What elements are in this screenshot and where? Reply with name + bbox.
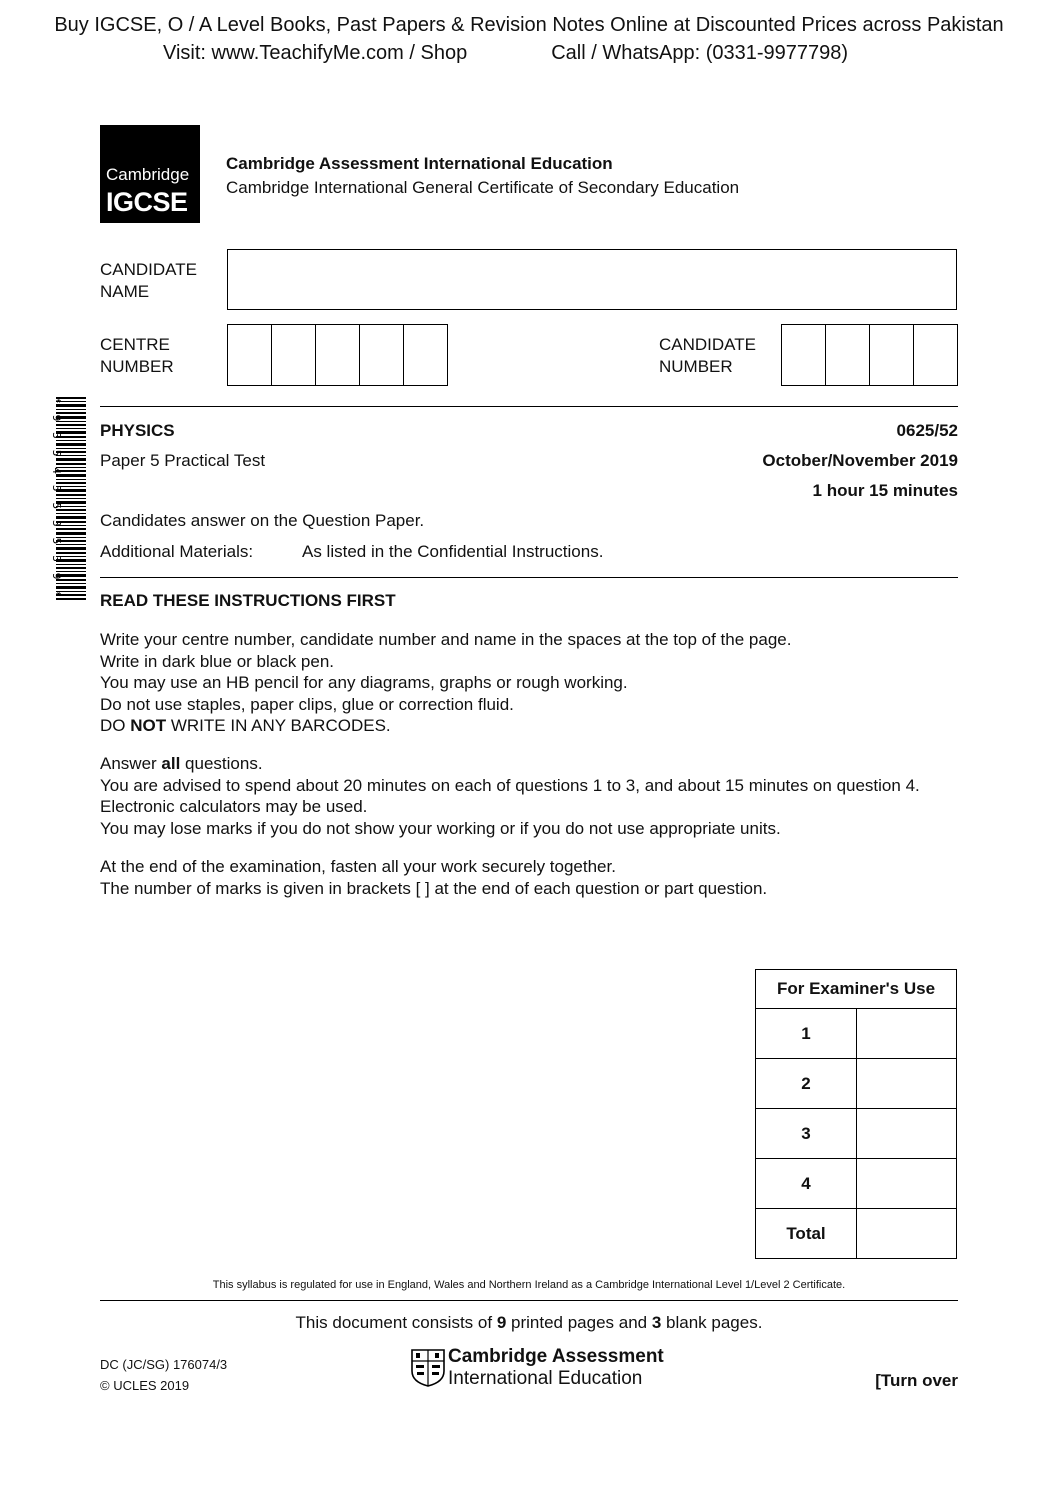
instruction-text: DO (100, 716, 131, 735)
instruction-text: Answer (100, 754, 162, 773)
instruction-line: Write in dark blue or black pen. (100, 651, 335, 671)
instructions-block-2 (100, 753, 920, 839)
candidate-number-label-line2: NUMBER (659, 357, 733, 376)
instructions-block-1 (100, 629, 791, 737)
table-row (756, 1109, 957, 1159)
instruction-line (100, 753, 920, 775)
exam-session: October/November 2019 (762, 451, 958, 470)
question-number: 3 (756, 1109, 857, 1159)
divider (100, 577, 958, 578)
cambridge-logo-line2: International Education (448, 1368, 643, 1389)
table-row (756, 1059, 957, 1109)
candidate-number-label (659, 334, 756, 378)
centre-number-label-line2: NUMBER (100, 357, 174, 376)
instruction-line: At the end of the examination, fasten all your work securely together. (100, 857, 616, 876)
answer-instruction: Candidates answer on the Question Paper. (100, 511, 425, 530)
candidate-name-label (100, 259, 197, 303)
page-count-text: printed pages and (506, 1313, 652, 1332)
copyright: © UCLES 2019 (100, 1378, 190, 1393)
instruction-line: Do not use staples, paper clips, glue or correction fluid. (100, 694, 514, 714)
total-cell[interactable] (857, 1209, 957, 1259)
barcode-number: *9354553539* (50, 397, 63, 597)
instruction-line: You may use an HB pencil for any diagrams, graphs or rough working. (100, 673, 628, 692)
question-number: 4 (756, 1159, 857, 1209)
centre-number-field[interactable] (227, 324, 448, 386)
mark-cell[interactable] (857, 1109, 957, 1159)
syllabus-note: This syllabus is regulated for use in England, Wales and Northern Ireland as a Cambridge International Level 1/Level 2 Certificate. (212, 1279, 846, 1291)
certificate-title: Cambridge International General Certificate of Secondary Education (226, 178, 740, 197)
promo-banner-line2 (163, 42, 848, 65)
subject: PHYSICS (100, 421, 175, 440)
instruction-line: You are advised to spend about 20 minutes on each of questions 1 to 3, and about 15 minutes on question 4. (100, 775, 920, 795)
cambridge-igcse-logo (100, 125, 200, 223)
promo-visit-text: Visit: www.TeachifyMe.com / Shop (163, 42, 468, 64)
centre-number-cell[interactable] (360, 325, 404, 385)
org-title: Cambridge Assessment International Education (226, 154, 613, 173)
instructions-heading: READ THESE INSTRUCTIONS FIRST (100, 591, 396, 610)
page-count (0, 1313, 1058, 1333)
candidate-number-cell[interactable] (870, 325, 914, 385)
candidate-name-field[interactable] (227, 249, 957, 310)
page-count-text: blank pages. (661, 1313, 763, 1332)
logo-line2: IGCSE (106, 187, 188, 217)
cambridge-logo-line1: Cambridge Assessment (448, 1346, 664, 1367)
centre-number-label-line1: CENTRE (100, 335, 170, 354)
materials-value: As listed in the Confidential Instructions. (302, 542, 604, 561)
materials-label: Additional Materials: (100, 542, 254, 561)
promo-call-text: Call / WhatsApp: (0331-9977798) (551, 42, 849, 64)
centre-number-cell[interactable] (272, 325, 316, 385)
instruction-line: You may lose marks if you do not show your working or if you do not use appropriate units. (100, 818, 781, 838)
instruction-line (100, 715, 791, 737)
document-reference (100, 1354, 227, 1396)
barcode (44, 397, 86, 600)
candidate-number-cell[interactable] (914, 325, 957, 385)
page-count-text: This document consists of (295, 1313, 497, 1332)
examiner-table-heading: For Examiner's Use (756, 970, 957, 1009)
instruction-line: Electronic calculators may be used. (100, 797, 368, 816)
cambridge-assessment-logo-text (448, 1346, 664, 1390)
question-number: 1 (756, 1009, 857, 1059)
centre-number-label (100, 334, 174, 378)
divider (100, 406, 958, 407)
candidate-name-label-line1: CANDIDATE (100, 260, 197, 279)
promo-banner-line1: Buy IGCSE, O / A Level Books, Past Papers & Revision Notes Online at Discounted Prices across Pakistan (54, 14, 1004, 36)
cambridge-crest-icon (411, 1349, 445, 1387)
candidate-number-label-line1: CANDIDATE (659, 335, 756, 354)
centre-number-cell[interactable] (404, 325, 447, 385)
question-number: 2 (756, 1059, 857, 1109)
doc-ref: DC (JC/SG) 176074/3 (100, 1357, 228, 1372)
instruction-line: The number of marks is given in brackets [ ] at the end of each question or part question. (100, 878, 768, 898)
table-row (756, 1159, 957, 1209)
centre-number-cell[interactable] (316, 325, 360, 385)
examiner-use-table (755, 969, 957, 1259)
instructions-block-3 (100, 856, 767, 899)
candidate-number-cell[interactable] (826, 325, 870, 385)
table-row (756, 1209, 957, 1259)
turn-over: [Turn over (875, 1371, 958, 1390)
mark-cell[interactable] (857, 1059, 957, 1109)
mark-cell[interactable] (857, 1159, 957, 1209)
paper-title: Paper 5 Practical Test (100, 451, 266, 470)
candidate-number-field[interactable] (781, 324, 958, 386)
instruction-emphasis: NOT (130, 716, 167, 735)
instruction-text: questions. (180, 754, 263, 773)
candidate-number-cell[interactable] (782, 325, 826, 385)
table-row (756, 1009, 957, 1059)
instruction-text: WRITE IN ANY BARCODES. (166, 716, 391, 735)
total-label: Total (756, 1209, 857, 1259)
divider (100, 1300, 958, 1301)
logo-line1: Cambridge (106, 165, 190, 184)
exam-duration: 1 hour 15 minutes (812, 481, 958, 500)
blank-pages: 3 (651, 1313, 662, 1332)
instruction-emphasis: all (161, 754, 181, 773)
candidate-name-label-line2: NAME (100, 282, 150, 301)
mark-cell[interactable] (857, 1009, 957, 1059)
instruction-line: Write your centre number, candidate number and name in the spaces at the top of the page. (100, 630, 792, 649)
centre-number-cell[interactable] (228, 325, 272, 385)
printed-pages: 9 (496, 1313, 507, 1332)
paper-code: 0625/52 (896, 421, 958, 440)
